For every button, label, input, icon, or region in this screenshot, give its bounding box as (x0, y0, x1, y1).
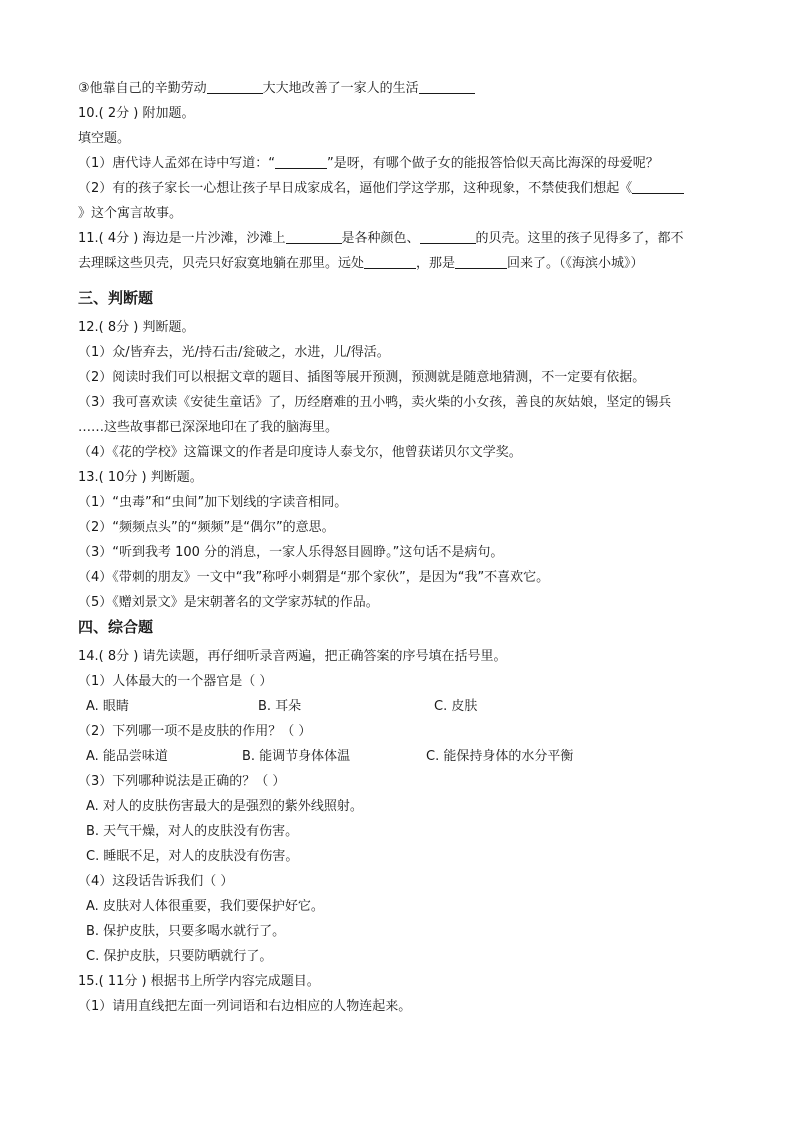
answer-blank[interactable] (455, 254, 507, 269)
option-b[interactable]: B. 天气干燥，对人的皮肤没有伤害。 (86, 824, 299, 839)
q13-item: （2）“频频点头”的“频频”是“偶尔”的意思。 (78, 520, 335, 535)
answer-blank[interactable] (632, 179, 684, 194)
section-heading-comprehensive: 四、综合题 (78, 618, 154, 636)
q14-part4-question: （4）这段话告诉我们（ ） (78, 874, 234, 889)
option-a[interactable]: A. 眼睛 (86, 699, 129, 714)
option-b[interactable]: B. 保护皮肤，只要多喝水就行了。 (86, 924, 286, 939)
worksheet-page (78, 76, 728, 1019)
q13-item: （3）“听到我考 100 分的消息，一家人乐得怒目圆睁。”这句话不是病句。 (78, 545, 504, 560)
q10-header: 10.( 2分 ) 附加题。 (78, 106, 195, 121)
q11-line1: 11.( 4分 ) 海边是一片沙滩，沙滩上 是各种颜色、 的贝壳。这里的孩子见得多了，都不 (78, 231, 684, 246)
q14-part2-question: （2）下列哪一项不是皮肤的作用？（ ） (78, 724, 312, 739)
option-a[interactable]: A. 能品尝味道 (86, 749, 168, 764)
q14-part3-question: （3）下列哪种说法是正确的？（ ） (78, 774, 286, 789)
option-c[interactable]: C. 皮肤 (434, 699, 478, 714)
option-c[interactable]: C. 能保持身体的水分平衡 (426, 749, 574, 764)
q14-part2-options (78, 744, 728, 769)
option-a[interactable]: A. 对人的皮肤伤害最大的是强烈的紫外线照射。 (86, 799, 363, 814)
q13-item: （1）“虫毒”和“虫间”加下划线的字读音相同。 (78, 495, 348, 510)
q15-header: 15.( 11分 ) 根据书上所学内容完成题目。 (78, 974, 320, 989)
q14-header: 14.( 8分 ) 请先读题，再仔细听录音两遍，把正确答案的序号填在括号里。 (78, 649, 507, 664)
q10-sub2-cont: 》这个寓言故事。 (78, 206, 183, 221)
option-c[interactable]: C. 睡眠不足，对人的皮肤没有伤害。 (86, 849, 299, 864)
q13-item: （5）《赠刘景文》是宋朝著名的文学家苏轼的作品。 (78, 595, 379, 610)
q12-item: （3）我可喜欢读《安徒生童话》了，历经磨难的丑小鸭，卖火柴的小女孩，善良的灰姑娘，坚定的锡兵 (78, 395, 672, 410)
q13-item: （4）《带刺的朋友》一文中“我”称呼小刺猬是“那个家伙”，是因为“我”不喜欢它。 (78, 570, 550, 585)
option-b[interactable]: B. 能调节身体体温 (242, 749, 351, 764)
q9-item-3: ③他靠自己的辛勤劳动 大大地改善了一家人的生活 (78, 76, 728, 101)
q11-line2: 去理睬这些贝壳，贝壳只好寂寞地躺在那里。远处 ，那是 回来了。（《海滨小城》） (78, 256, 644, 271)
q12-header: 12.( 8分 ) 判断题。 (78, 320, 195, 335)
q14-part1-question: （1）人体最大的一个器官是（ ） (78, 674, 273, 689)
answer-blank[interactable] (420, 229, 476, 244)
option-b[interactable]: B. 耳朵 (258, 699, 302, 714)
q15-part1: （1）请用直线把左面一列词语和右边相应的人物连起来。 (78, 999, 412, 1014)
q12-item-cont: ……这些故事都已深深地印在了我的脑海里。 (78, 420, 339, 435)
answer-blank[interactable] (275, 154, 327, 169)
q10-instruction: 填空题。 (78, 131, 131, 146)
answer-blank[interactable] (419, 79, 475, 94)
answer-blank[interactable] (207, 79, 263, 94)
q12-item: （4）《花的学校》这篇课文的作者是印度诗人泰戈尔，他曾获诺贝尔文学奖。 (78, 445, 522, 460)
q12-item: （1）众/皆弃去，光/持石击/瓮破之，水进，儿/得活。 (78, 345, 390, 360)
q12-item: （2）阅读时我们可以根据文章的题目、插图等展开预测，预测就是随意地猜测，不一定要有依据。 (78, 370, 646, 385)
q14-part1-options (78, 694, 728, 719)
section-heading-judgment: 三、判断题 (78, 289, 154, 307)
q10-sub1: （1）唐代诗人孟郊在诗中写道：“ ”是呀，有哪个做子女的能报答恰似天高比海深的母爱呢？ (78, 156, 659, 171)
option-a[interactable]: A. 皮肤对人体很重要，我们要保护好它。 (86, 899, 324, 914)
option-c[interactable]: C. 保护皮肤，只要防晒就行了。 (86, 949, 273, 964)
answer-blank[interactable] (286, 229, 342, 244)
answer-blank[interactable] (364, 254, 416, 269)
q10-sub2: （2）有的孩子家长一心想让孩子早日成家成名，逼他们学这学那，这种现象，不禁使我们想起《 (78, 176, 728, 201)
q13-header: 13.( 10分 ) 判断题。 (78, 470, 203, 485)
